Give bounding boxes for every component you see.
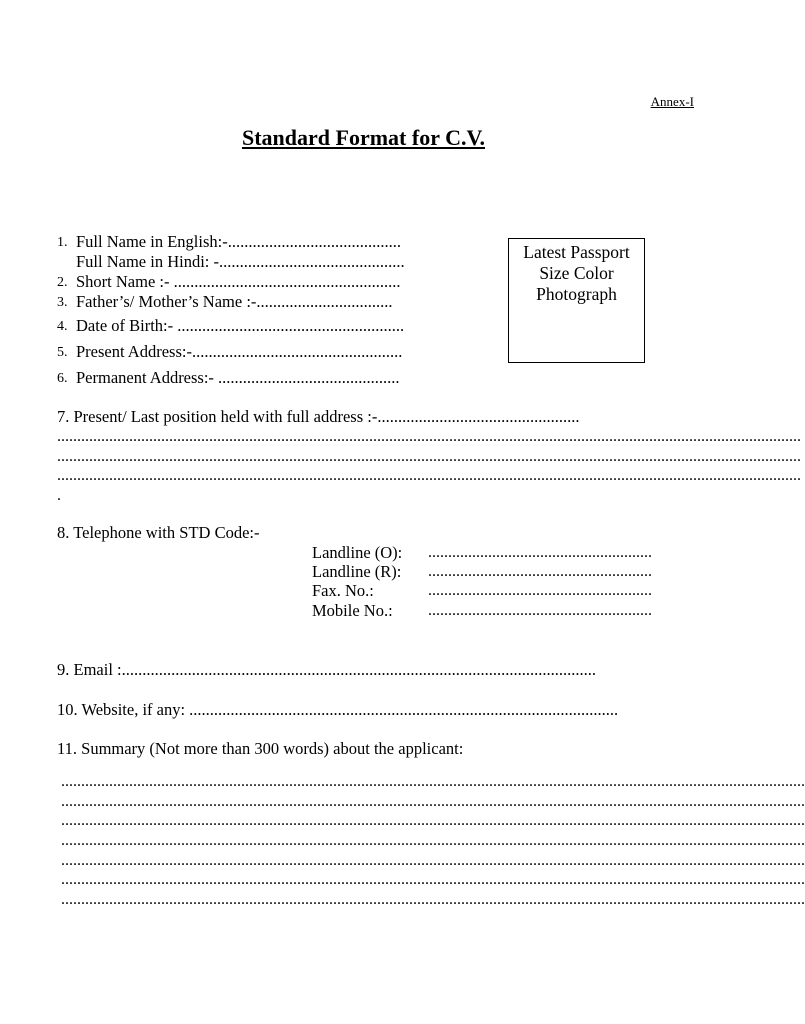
item-number-4: 4. [57,319,68,334]
summary-blank-line-7: .......................................................................................................................................................................................... [61,891,805,908]
item-number-3: 3. [57,295,68,310]
fax-label: Fax. No.: [312,581,374,600]
summary-blank-line-5: .......................................................................................................................................................................................... [61,852,805,869]
mobile-blank: ........................................................ [428,602,652,619]
page-title: Standard Format for C.V. [241,125,486,150]
permanent-address-field: Permanent Address:- ............................................ [76,368,400,387]
telephone-heading: 8. Telephone with STD Code:- [57,523,260,542]
website-field: 10. Website, if any: ........................................................................................................ [57,700,619,719]
email-field: 9. Email :................................................................................................................... [57,660,596,679]
fax-blank: ........................................................ [428,582,652,599]
item-number-6: 6. [57,371,68,386]
full-name-hindi-field: Full Name in Hindi: -............................................. [76,252,405,271]
summary-heading: 11. Summary (Not more than 300 words) about the applicant: [57,739,464,758]
landline-office-label: Landline (O): [312,543,403,562]
landline-residence-label: Landline (R): [312,562,402,581]
item-number-2: 2. [57,275,68,290]
summary-blank-line-1: .......................................................................................................................................................................................... [61,773,805,790]
present-position-field: 7. Present/ Last position held with full address :-................................................. [57,407,580,426]
landline-office-blank: ........................................................ [428,544,652,561]
summary-blank-line-6: .......................................................................................................................................................................................... [61,871,805,888]
photo-label-line-3: Photograph [536,284,617,304]
short-name-field: Short Name :- ....................................................... [76,272,401,291]
landline-residence-blank: ........................................................ [428,563,652,580]
summary-blank-line-4: .......................................................................................................................................................................................... [61,832,805,849]
parent-name-field: Father’s/ Mother’s Name :-................................. [76,292,393,311]
photo-box [508,238,645,363]
summary-blank-line-2: .......................................................................................................................................................................................... [61,793,805,810]
position-blank-line-end: . [57,487,61,504]
item-number-5: 5. [57,345,68,360]
summary-blank-line-3: .......................................................................................................................................................................................... [61,812,805,829]
position-blank-line-2: .......................................................................................................................................................................................... [57,448,801,465]
annex-label: Annex-I [650,94,694,109]
item-number-1: 1. [57,235,68,250]
position-blank-line-1: .......................................................................................................................................................................................... [57,428,801,445]
photo-label-line-1: Latest Passport [523,242,630,262]
full-name-english-field: Full Name in English:-.......................................... [76,232,401,251]
position-blank-line-3: .......................................................................................................................................................................................... [57,467,801,484]
mobile-label: Mobile No.: [312,601,393,620]
date-of-birth-field: Date of Birth:- ....................................................... [76,316,405,335]
photo-label-line-2: Size Color [539,263,614,283]
present-address-field: Present Address:-................................................... [76,342,403,361]
